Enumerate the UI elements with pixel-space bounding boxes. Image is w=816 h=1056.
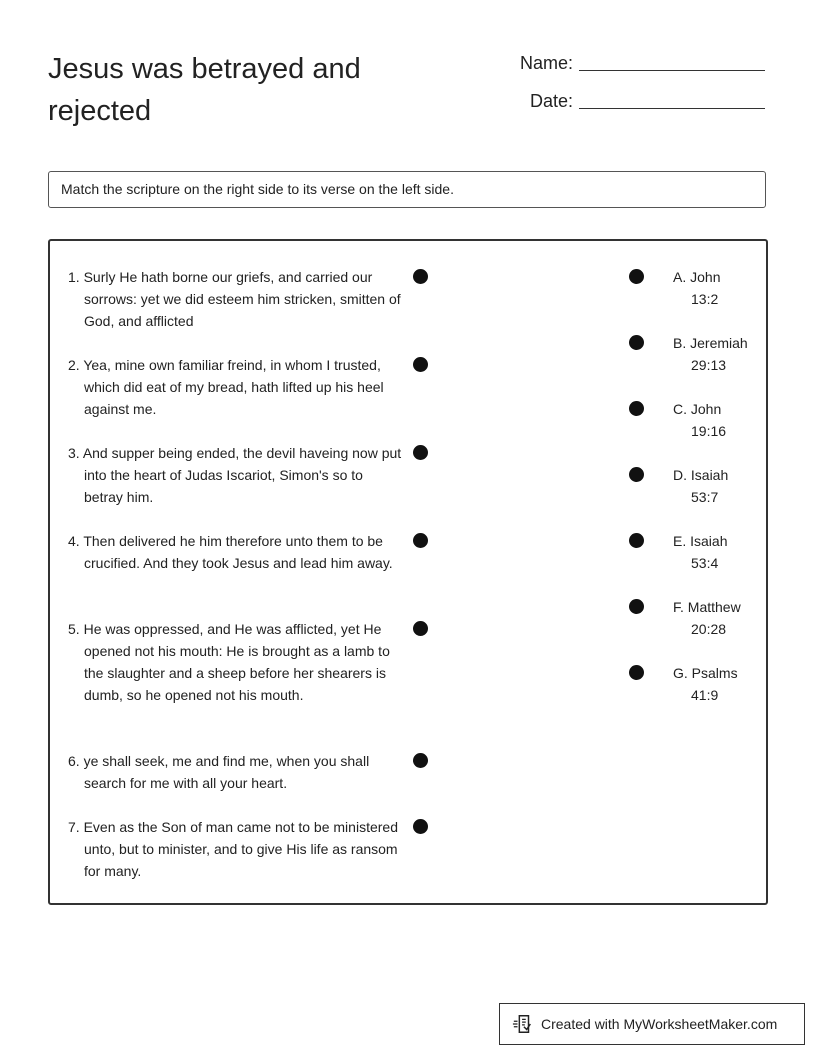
question-text: Then delivered he him therefore unto them to be crucified. And they took Jesus and lead him away.: [83, 533, 393, 571]
answer-book: Isaiah: [690, 533, 728, 549]
answer-letter: G.: [673, 665, 688, 681]
answer-c: [673, 398, 763, 442]
question-1: [68, 266, 404, 332]
page-title: Jesus was betrayed and rejected: [48, 53, 361, 127]
answer-ref: 53:7: [691, 489, 719, 505]
question-number: 7.: [68, 819, 80, 835]
question-5: [68, 618, 404, 706]
question-text: He was oppressed, and He was afflicted, yet He opened not his mouth: He is brought as a lamb to the slaughter and a sheep before her shearers is dumb, so he opened not his mouth.: [83, 621, 390, 703]
answer-letter: D.: [673, 467, 687, 483]
answer-b: [673, 332, 763, 376]
match-dot-right-g[interactable]: [629, 665, 644, 680]
answer-letter: E.: [673, 533, 687, 549]
name-field: [520, 53, 765, 74]
question-2: [68, 354, 404, 420]
matching-panel: [48, 239, 768, 905]
match-dot-left-6[interactable]: [413, 753, 428, 768]
answer-g: [673, 662, 763, 706]
worksheet-maker-logo-icon: [512, 1013, 534, 1035]
answer-book: Matthew: [687, 599, 741, 615]
question-4: [68, 530, 404, 574]
match-dot-left-5[interactable]: [413, 621, 428, 636]
answer-book: Psalms: [691, 665, 738, 681]
answer-ref: 41:9: [691, 687, 719, 703]
match-dot-left-1[interactable]: [413, 269, 428, 284]
question-number: 6.: [68, 753, 80, 769]
answer-ref: 29:13: [691, 357, 727, 373]
question-number: 2.: [68, 357, 80, 373]
footer-credit[interactable]: [499, 1003, 805, 1045]
match-dot-right-e[interactable]: [629, 533, 644, 548]
answer-e: [673, 530, 763, 574]
match-dot-right-f[interactable]: [629, 599, 644, 614]
answer-letter: F.: [673, 599, 684, 615]
footer-text: Created with MyWorksheetMaker.com: [541, 1016, 778, 1032]
answer-letter: B.: [673, 335, 687, 351]
answer-a: [673, 266, 763, 310]
answer-book: John: [690, 269, 721, 285]
instructions-box: Match the scripture on the right side to its verse on the left side.: [48, 171, 766, 208]
name-label: Name:: [520, 53, 574, 73]
match-dot-left-3[interactable]: [413, 445, 428, 460]
answer-d: [673, 464, 763, 508]
question-number: 4.: [68, 533, 80, 549]
match-dot-right-b[interactable]: [629, 335, 644, 350]
answer-f: [673, 596, 763, 640]
answer-ref: 13:2: [691, 291, 719, 307]
answer-ref: 20:28: [691, 621, 727, 637]
question-text: Surly He hath borne our griefs, and carried our sorrows: yet we did esteem him stricken, smitten of God, and afflicted: [83, 269, 401, 329]
question-text: Yea, mine own familiar freind, in whom I trusted, which did eat of my bread, hath lifted up his heel against me.: [83, 357, 384, 417]
question-number: 3.: [68, 445, 80, 461]
date-label: Date:: [530, 91, 574, 111]
answer-ref: 19:16: [691, 423, 727, 439]
answer-ref: 53:4: [691, 555, 719, 571]
question-number: 5.: [68, 621, 80, 637]
match-dot-right-d[interactable]: [629, 467, 644, 482]
date-field: [530, 91, 765, 112]
question-7: [68, 816, 404, 882]
answer-book: John: [690, 401, 722, 417]
name-line[interactable]: [579, 69, 765, 71]
match-dot-left-7[interactable]: [413, 819, 428, 834]
answer-letter: A.: [673, 269, 687, 285]
match-dot-left-2[interactable]: [413, 357, 428, 372]
answer-letter: C.: [673, 401, 687, 417]
question-text: ye shall seek, me and find me, when you shall search for me with all your heart.: [83, 753, 370, 791]
question-number: 1.: [68, 269, 80, 285]
question-6: [68, 750, 404, 794]
date-line[interactable]: [579, 107, 765, 109]
answer-book: Jeremiah: [690, 335, 748, 351]
question-text: Even as the Son of man came not to be ministered unto, but to minister, and to give His life as ransom for many.: [83, 819, 398, 879]
answer-book: Isaiah: [690, 467, 729, 483]
match-dot-right-c[interactable]: [629, 401, 644, 416]
match-dot-right-a[interactable]: [629, 269, 644, 284]
match-dot-left-4[interactable]: [413, 533, 428, 548]
question-text: And supper being ended, the devil haveing now put into the heart of Judas Iscariot, Simon's so to betray him.: [82, 445, 402, 505]
question-3: [68, 442, 404, 508]
